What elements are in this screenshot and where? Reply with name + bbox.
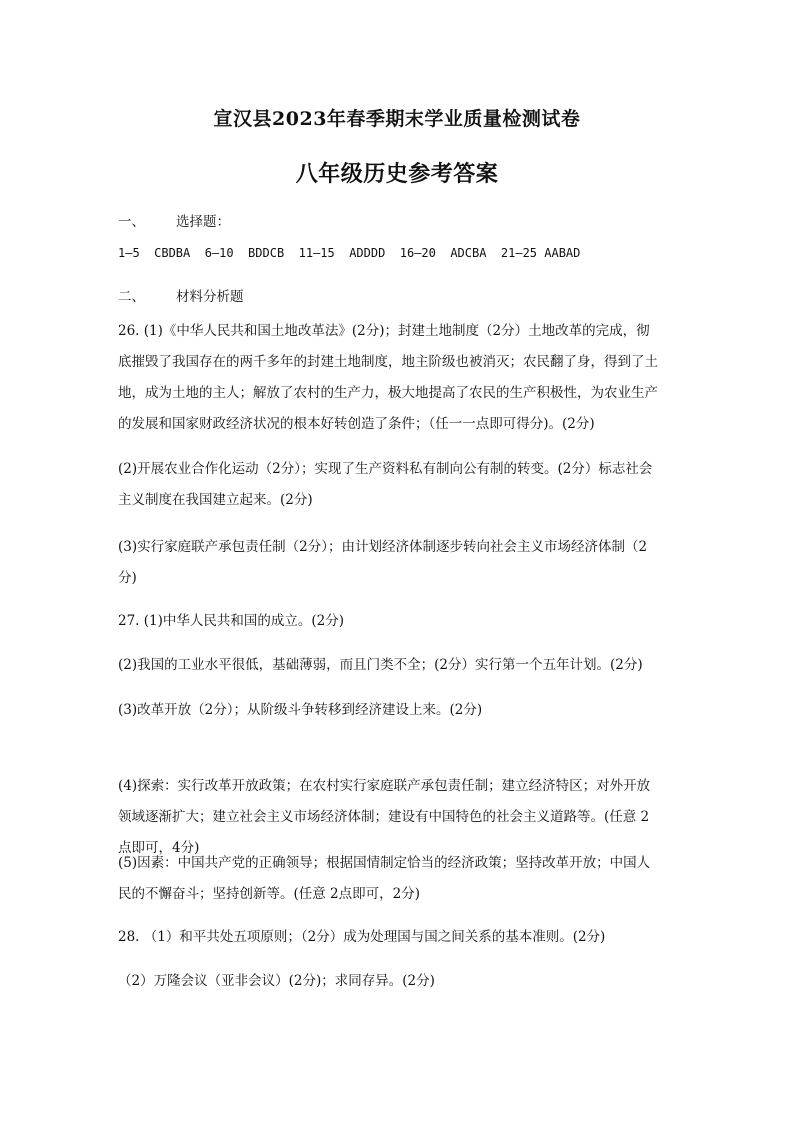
section-number: 一、 bbox=[118, 214, 145, 230]
section-choice-heading bbox=[118, 210, 230, 230]
text-line: 地，成为土地的主人；解放了农村的生产力，极大地提高了农民的生产积极性，为农业生产 bbox=[118, 385, 658, 401]
text-line: 民的不懈奋斗；坚持创新等。(任意 2点即可，2分) bbox=[118, 886, 421, 902]
text-line: 的发展和国家财政经济状况的根本好转创造了条件；（任一一点即可得分)。(2分) bbox=[118, 416, 595, 432]
q27-part1: 27. (1)中华人民共和国的成立。(2分) bbox=[118, 613, 345, 629]
q27-part5 bbox=[118, 848, 678, 910]
text-line: (5)因素：中国共产党的正确领导；根据国情制定恰当的经济政策；坚持改革开放；中国人 bbox=[118, 855, 651, 871]
section-number: 二、 bbox=[118, 289, 145, 305]
text-line: 领域逐渐扩大；建立社会主义市场经济体制；建设有中国特色的社会主义道路等。(任意 2 bbox=[118, 809, 650, 825]
text-line: 26. (1)《中华人民共和国土地改革法》(2分)；封建土地制度（2分）土地改革的完成，彻 bbox=[118, 323, 650, 339]
text-line: 点即可，4分) bbox=[118, 840, 200, 856]
text-line: (2)开展农业合作化运动（2分）；实现了生产资料私有制向公有制的转变。(2分）标志社会 bbox=[118, 461, 653, 477]
section-label: 材料分析题 bbox=[176, 289, 244, 305]
q26-part2 bbox=[118, 454, 678, 516]
answer-key-title: 八年级历史参考答案 bbox=[295, 161, 499, 187]
choice-answers: 1—5 CBDBA 6—10 BDDCB 11—15 ADDDD 16—20 ADCBA 21—25 AABAD bbox=[118, 246, 581, 260]
text-line: 底摧毁了我国存在的两千多年的封建土地制度，地主阶级也被消灭；农民翻了身，得到了土 bbox=[118, 354, 658, 370]
q26-part3 bbox=[118, 532, 678, 594]
text-line: 分) bbox=[118, 570, 137, 586]
text-line: 主义制度在我国建立起来。(2分) bbox=[118, 492, 313, 508]
exam-title: 宣汉县2023年春季期末学业质量检测试卷 bbox=[213, 108, 581, 130]
q27-part3: (3)改革开放（2分）；从阶级斗争转移到经济建设上来。(2分) bbox=[118, 702, 483, 718]
q26-part1 bbox=[118, 316, 678, 440]
q28-part1: 28. （1）和平共处五项原则；（2分）成为处理国与国之间关系的基本准则。(2分) bbox=[118, 929, 606, 945]
section-material-heading bbox=[118, 285, 244, 305]
q28-part2: （2）万隆会议（亚非会议）(2分)；求同存异。(2分) bbox=[118, 973, 435, 989]
text-line: (3)实行家庭联产承包责任制（2分）；由计划经济体制逐步转向社会主义市场经济体制（2 bbox=[118, 539, 648, 555]
q27-part2: (2)我国的工业水平很低，基础薄弱，而且门类不全；(2分）实行第一个五年计划。(2分) bbox=[118, 657, 643, 673]
text-line: (4)探索：实行改革开放政策；在农村实行家庭联产承包责任制；建立经济特区；对外开放 bbox=[118, 778, 651, 794]
section-label: 选择题： bbox=[176, 214, 230, 230]
